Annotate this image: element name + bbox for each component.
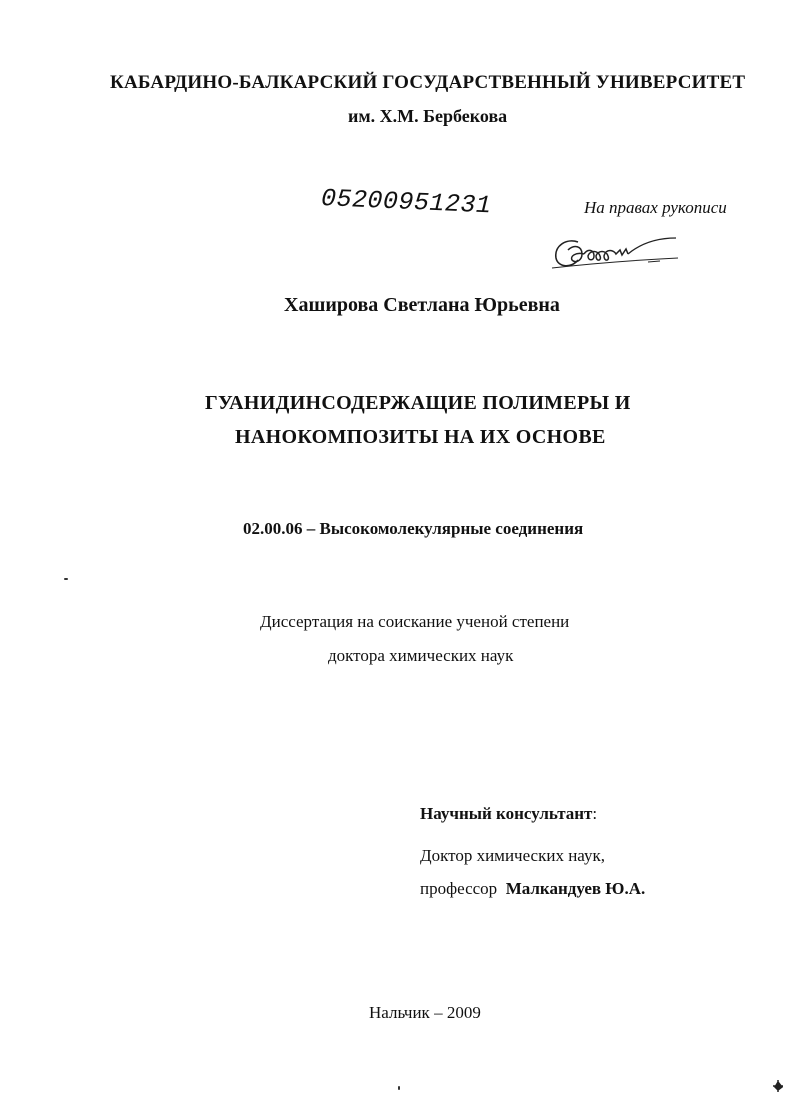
consultant-label: Научный консультант	[420, 804, 593, 823]
signature-image	[548, 228, 683, 274]
dissertation-title-line-2: НАНОКОМПОЗИТЫ НА ИХ ОСНОВЕ	[235, 426, 606, 448]
corner-mark-icon	[772, 1080, 784, 1092]
consultant-name: Малкандуев Ю.А.	[505, 879, 646, 898]
place-and-year: Нальчик – 2009	[369, 1003, 481, 1022]
archive-number-stamp: 05200951231	[320, 184, 493, 221]
dissertation-title-line-1: ГУАНИДИНСОДЕРЖАЩИЕ ПОЛИМЕРЫ И	[205, 392, 631, 414]
consultant-colon: :	[592, 804, 598, 823]
consultant-heading	[420, 804, 597, 824]
university-name: КАБАРДИНО-БАЛКАРСКИЙ ГОСУДАРСТВЕННЫЙ УНИВЕРСИТЕТ	[110, 72, 746, 93]
scan-artifact	[398, 1086, 400, 1090]
scan-artifact	[64, 578, 68, 580]
consultant-position: профессор	[420, 879, 498, 898]
degree-line-1: Диссертация на соискание ученой степени	[260, 612, 570, 631]
specialty-code: 02.00.06 – Высокомолекулярные соединения	[243, 519, 584, 538]
consultant-position-name	[420, 879, 645, 899]
university-subtitle: им. Х.М. Бербекова	[348, 106, 508, 126]
degree-line-2: доктора химических наук	[328, 646, 514, 665]
manuscript-rights-note: На правах рукописи	[584, 198, 727, 217]
consultant-degree: Доктор химических наук,	[420, 846, 605, 865]
author-name: Хаширова Светлана Юрьевна	[284, 294, 560, 316]
